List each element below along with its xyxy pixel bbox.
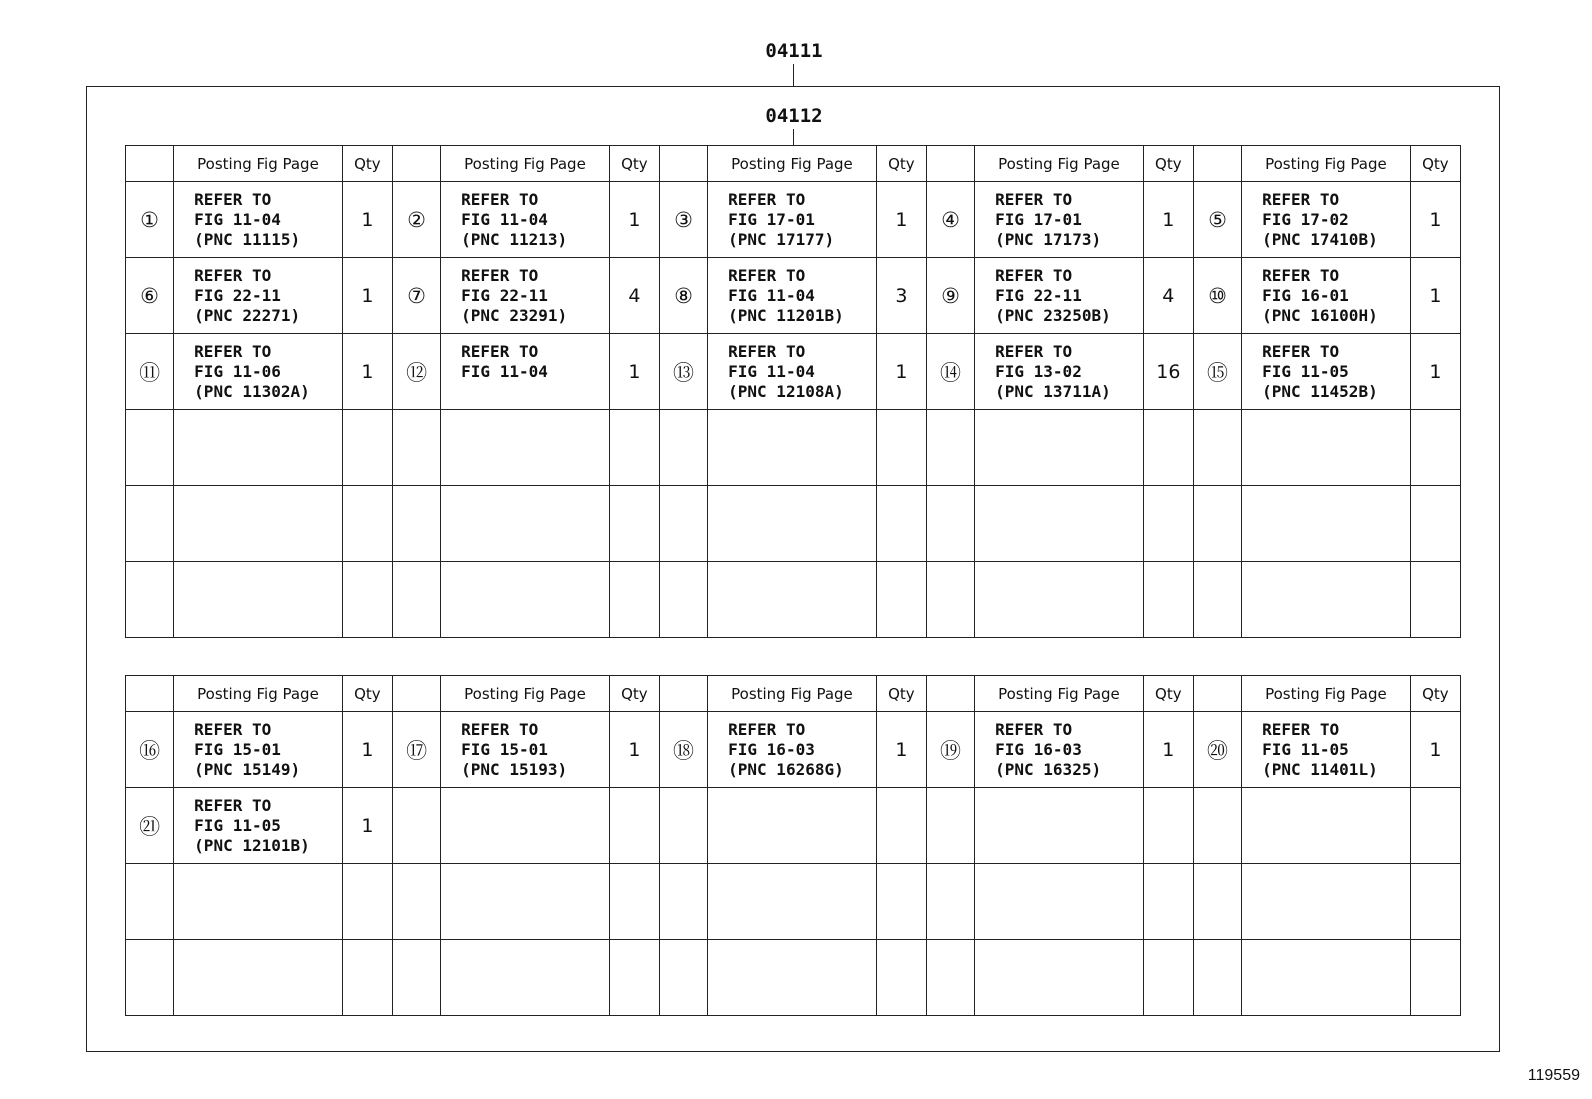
qty-value [1143, 486, 1193, 562]
reference-line: REFER TO [995, 719, 1073, 739]
reference-line: REFER TO [194, 795, 272, 815]
table-row [126, 410, 1461, 486]
qty-value: 1 [876, 182, 926, 258]
inner-assembly-label: 04112 [765, 105, 823, 127]
reference-cell [1242, 788, 1411, 864]
reference-line: FIG 15-01 [194, 739, 281, 759]
reference-cell [975, 788, 1144, 864]
header-qty: Qty [1143, 146, 1193, 182]
reference-cell [708, 788, 877, 864]
item-number: ⑩ [1193, 258, 1241, 334]
reference-line: REFER TO [1262, 341, 1340, 361]
reference-cell [975, 334, 1144, 410]
reference-cell [174, 182, 343, 258]
header-posting-fig-page: Posting Fig Page [441, 676, 610, 712]
header-qty: Qty [1143, 676, 1193, 712]
reference-line: (PNC 13711A) [995, 381, 1111, 401]
qty-value [876, 788, 926, 864]
header-posting-fig-page: Posting Fig Page [975, 676, 1144, 712]
header-number-cell [392, 676, 440, 712]
reference-line: FIG 11-04 [194, 209, 281, 229]
qty-value [609, 410, 659, 486]
reference-cell [174, 712, 343, 788]
qty-value: 1 [609, 334, 659, 410]
qty-value [609, 486, 659, 562]
item-number: ⑮ [1193, 334, 1241, 410]
reference-cell [1242, 864, 1411, 940]
table-row [126, 562, 1461, 638]
table-row [126, 712, 1461, 788]
reference-cell [1242, 410, 1411, 486]
qty-value [609, 788, 659, 864]
reference-line: REFER TO [995, 341, 1073, 361]
qty-value: 1 [342, 258, 392, 334]
reference-cell [975, 410, 1144, 486]
reference-cell [441, 864, 610, 940]
qty-value: 4 [1143, 258, 1193, 334]
qty-value [1410, 864, 1460, 940]
reference-cell [708, 258, 877, 334]
header-qty: Qty [342, 676, 392, 712]
reference-line: REFER TO [194, 265, 272, 285]
qty-value: 1 [1410, 334, 1460, 410]
reference-cell [1242, 182, 1411, 258]
outer-leader-line [793, 64, 794, 86]
qty-value [342, 486, 392, 562]
reference-cell [441, 788, 610, 864]
header-number-cell [126, 676, 174, 712]
item-number: ④ [926, 182, 974, 258]
reference-cell [441, 712, 610, 788]
header-number-cell [659, 676, 707, 712]
reference-cell [1242, 258, 1411, 334]
header-number-cell [659, 146, 707, 182]
item-number: ② [392, 182, 440, 258]
reference-line: FIG 16-03 [995, 739, 1082, 759]
item-number: ⑯ [126, 712, 174, 788]
item-number: ① [126, 182, 174, 258]
reference-cell [975, 940, 1144, 1016]
item-number: ③ [659, 182, 707, 258]
qty-value [1143, 864, 1193, 940]
qty-value [876, 562, 926, 638]
reference-line: REFER TO [194, 189, 272, 209]
reference-cell [708, 562, 877, 638]
reference-line: REFER TO [461, 719, 539, 739]
header-posting-fig-page: Posting Fig Page [174, 676, 343, 712]
reference-line: FIG 16-01 [1262, 285, 1349, 305]
qty-value [876, 410, 926, 486]
reference-line: (PNC 11452B) [1262, 381, 1378, 401]
qty-value: 1 [1410, 258, 1460, 334]
header-number-cell [1193, 676, 1241, 712]
qty-value [1410, 562, 1460, 638]
reference-line: REFER TO [728, 341, 806, 361]
reference-line: (PNC 15149) [194, 759, 301, 779]
reference-line: (PNC 17410B) [1262, 229, 1378, 249]
table-row [126, 788, 1461, 864]
qty-value [1410, 486, 1460, 562]
reference-cell [708, 864, 877, 940]
reference-cell [174, 864, 343, 940]
header-posting-fig-page: Posting Fig Page [441, 146, 610, 182]
reference-cell [441, 182, 610, 258]
reference-cell [975, 182, 1144, 258]
header-posting-fig-page: Posting Fig Page [708, 676, 877, 712]
reference-line: FIG 11-06 [194, 361, 281, 381]
table-row [126, 486, 1461, 562]
reference-cell [174, 410, 343, 486]
reference-line: FIG 11-04 [728, 285, 815, 305]
reference-line: (PNC 15193) [461, 759, 568, 779]
header-qty: Qty [609, 146, 659, 182]
reference-line: (PNC 16100H) [1262, 305, 1378, 325]
reference-line: REFER TO [1262, 265, 1340, 285]
reference-cell [1242, 486, 1411, 562]
qty-value: 1 [1143, 712, 1193, 788]
reference-line: REFER TO [728, 265, 806, 285]
reference-line: REFER TO [728, 719, 806, 739]
item-number [1193, 864, 1241, 940]
table-row [126, 940, 1461, 1016]
reference-line: FIG 22-11 [194, 285, 281, 305]
header-qty: Qty [876, 676, 926, 712]
reference-cell [708, 940, 877, 1016]
reference-cell [975, 864, 1144, 940]
header-posting-fig-page: Posting Fig Page [174, 146, 343, 182]
header-number-cell [1193, 146, 1241, 182]
reference-cell [708, 410, 877, 486]
reference-line: FIG 11-05 [1262, 361, 1349, 381]
reference-cell [1242, 334, 1411, 410]
qty-value: 1 [1410, 712, 1460, 788]
inner-leader-line [793, 129, 794, 145]
qty-value [342, 562, 392, 638]
item-number [926, 864, 974, 940]
reference-line: (PNC 11115) [194, 229, 301, 249]
item-number: ⑪ [126, 334, 174, 410]
reference-cell [174, 788, 343, 864]
reference-line: (PNC 12101B) [194, 835, 310, 855]
reference-line: REFER TO [995, 189, 1073, 209]
item-number [926, 940, 974, 1016]
qty-value [609, 562, 659, 638]
item-number [926, 562, 974, 638]
item-number [392, 410, 440, 486]
reference-line: (PNC 17173) [995, 229, 1102, 249]
item-number [659, 864, 707, 940]
qty-value: 1 [609, 712, 659, 788]
qty-value: 1 [876, 712, 926, 788]
reference-line: (PNC 11401L) [1262, 759, 1378, 779]
reference-cell [174, 940, 343, 1016]
item-number [1193, 940, 1241, 1016]
reference-line: REFER TO [728, 189, 806, 209]
reference-line: (PNC 23291) [461, 305, 568, 325]
qty-value: 1 [342, 334, 392, 410]
qty-value [1143, 410, 1193, 486]
reference-cell [708, 334, 877, 410]
qty-value [1143, 940, 1193, 1016]
reference-cell [975, 258, 1144, 334]
reference-line: (PNC 11213) [461, 229, 568, 249]
reference-cell [441, 562, 610, 638]
item-number [926, 788, 974, 864]
item-number: ⑨ [926, 258, 974, 334]
header-row [126, 676, 1461, 712]
reference-cell [708, 182, 877, 258]
item-number [1193, 562, 1241, 638]
item-number: ⑤ [1193, 182, 1241, 258]
reference-cell [1242, 712, 1411, 788]
reference-cell [441, 940, 610, 1016]
reference-line [461, 382, 609, 402]
item-number: ⑲ [926, 712, 974, 788]
reference-line: (PNC 16325) [995, 759, 1102, 779]
item-number [392, 788, 440, 864]
reference-cell [441, 486, 610, 562]
item-number: ⑧ [659, 258, 707, 334]
reference-line: REFER TO [995, 265, 1073, 285]
reference-line: FIG 11-04 [728, 361, 815, 381]
qty-value: 4 [609, 258, 659, 334]
reference-line: (PNC 16268G) [728, 759, 844, 779]
reference-line: FIG 11-04 [461, 209, 548, 229]
qty-value [1410, 940, 1460, 1016]
item-number [126, 486, 174, 562]
reference-cell [975, 486, 1144, 562]
reference-line: FIG 22-11 [461, 285, 548, 305]
reference-line: (PNC 23250B) [995, 305, 1111, 325]
reference-cell [708, 712, 877, 788]
header-posting-fig-page: Posting Fig Page [1242, 146, 1411, 182]
reference-line: FIG 17-01 [728, 209, 815, 229]
qty-value [876, 486, 926, 562]
header-number-cell [926, 676, 974, 712]
qty-value [1410, 788, 1460, 864]
item-number [1193, 788, 1241, 864]
header-qty: Qty [876, 146, 926, 182]
parts-reference-table-2 [125, 675, 1461, 1016]
reference-cell [174, 562, 343, 638]
reference-line: FIG 15-01 [461, 739, 548, 759]
item-number [126, 562, 174, 638]
reference-cell [1242, 940, 1411, 1016]
item-number [926, 486, 974, 562]
reference-line: (PNC 22271) [194, 305, 301, 325]
item-number [659, 940, 707, 1016]
header-row [126, 146, 1461, 182]
item-number: ⑥ [126, 258, 174, 334]
item-number [659, 410, 707, 486]
reference-line: REFER TO [461, 189, 539, 209]
qty-value [609, 864, 659, 940]
qty-value [1410, 410, 1460, 486]
reference-line: FIG 17-01 [995, 209, 1082, 229]
reference-line: REFER TO [1262, 189, 1340, 209]
qty-value [609, 940, 659, 1016]
reference-cell [975, 712, 1144, 788]
reference-line: REFER TO [461, 341, 539, 361]
header-qty: Qty [1410, 146, 1460, 182]
item-number [926, 410, 974, 486]
outer-assembly-label: 04111 [765, 40, 823, 62]
qty-value: 1 [342, 182, 392, 258]
qty-value [342, 410, 392, 486]
reference-line: FIG 17-02 [1262, 209, 1349, 229]
reference-cell [975, 562, 1144, 638]
reference-cell [708, 486, 877, 562]
reference-cell [441, 410, 610, 486]
header-number-cell [392, 146, 440, 182]
reference-line: REFER TO [194, 719, 272, 739]
item-number [392, 940, 440, 1016]
item-number: ⑬ [659, 334, 707, 410]
illustration-number: 119559 [1527, 1067, 1580, 1084]
item-number: ⑦ [392, 258, 440, 334]
table-row [126, 864, 1461, 940]
reference-line: (PNC 11302A) [194, 381, 310, 401]
qty-value [1143, 562, 1193, 638]
reference-cell [441, 334, 610, 410]
reference-line: FIG 11-05 [1262, 739, 1349, 759]
reference-line: REFER TO [1262, 719, 1340, 739]
item-number: ⑳ [1193, 712, 1241, 788]
reference-cell [441, 258, 610, 334]
reference-line: REFER TO [194, 341, 272, 361]
header-qty: Qty [609, 676, 659, 712]
header-qty: Qty [1410, 676, 1460, 712]
reference-line: FIG 13-02 [995, 361, 1082, 381]
item-number [392, 486, 440, 562]
item-number [126, 410, 174, 486]
table-row [126, 334, 1461, 410]
item-number [659, 562, 707, 638]
qty-value: 16 [1143, 334, 1193, 410]
qty-value [876, 940, 926, 1016]
reference-line: REFER TO [461, 265, 539, 285]
item-number: ⑱ [659, 712, 707, 788]
item-number [659, 788, 707, 864]
header-posting-fig-page: Posting Fig Page [708, 146, 877, 182]
qty-value: 1 [609, 182, 659, 258]
item-number [659, 486, 707, 562]
item-number [1193, 486, 1241, 562]
reference-line: (PNC 11201B) [728, 305, 844, 325]
item-number: ⑫ [392, 334, 440, 410]
item-number [126, 864, 174, 940]
header-qty: Qty [342, 146, 392, 182]
reference-line: FIG 11-04 [461, 361, 548, 381]
reference-line: (PNC 12108A) [728, 381, 844, 401]
reference-line: (PNC 17177) [728, 229, 835, 249]
qty-value [876, 864, 926, 940]
qty-value: 1 [342, 712, 392, 788]
item-number: ⑭ [926, 334, 974, 410]
reference-cell [174, 258, 343, 334]
item-number [126, 940, 174, 1016]
table-row [126, 182, 1461, 258]
header-number-cell [926, 146, 974, 182]
table-row [126, 258, 1461, 334]
parts-reference-table-1 [125, 145, 1461, 638]
qty-value: 3 [876, 258, 926, 334]
item-number: ⑰ [392, 712, 440, 788]
reference-cell [174, 486, 343, 562]
header-posting-fig-page: Posting Fig Page [975, 146, 1144, 182]
reference-line: FIG 11-05 [194, 815, 281, 835]
reference-cell [1242, 562, 1411, 638]
reference-cell [174, 334, 343, 410]
item-number: ㉑ [126, 788, 174, 864]
item-number [1193, 410, 1241, 486]
qty-value: 1 [1143, 182, 1193, 258]
qty-value [342, 940, 392, 1016]
header-posting-fig-page: Posting Fig Page [1242, 676, 1411, 712]
qty-value [342, 864, 392, 940]
reference-line: FIG 16-03 [728, 739, 815, 759]
item-number [392, 864, 440, 940]
item-number [392, 562, 440, 638]
qty-value: 1 [876, 334, 926, 410]
reference-line: FIG 22-11 [995, 285, 1082, 305]
header-number-cell [126, 146, 174, 182]
qty-value [1143, 788, 1193, 864]
qty-value: 1 [342, 788, 392, 864]
qty-value: 1 [1410, 182, 1460, 258]
